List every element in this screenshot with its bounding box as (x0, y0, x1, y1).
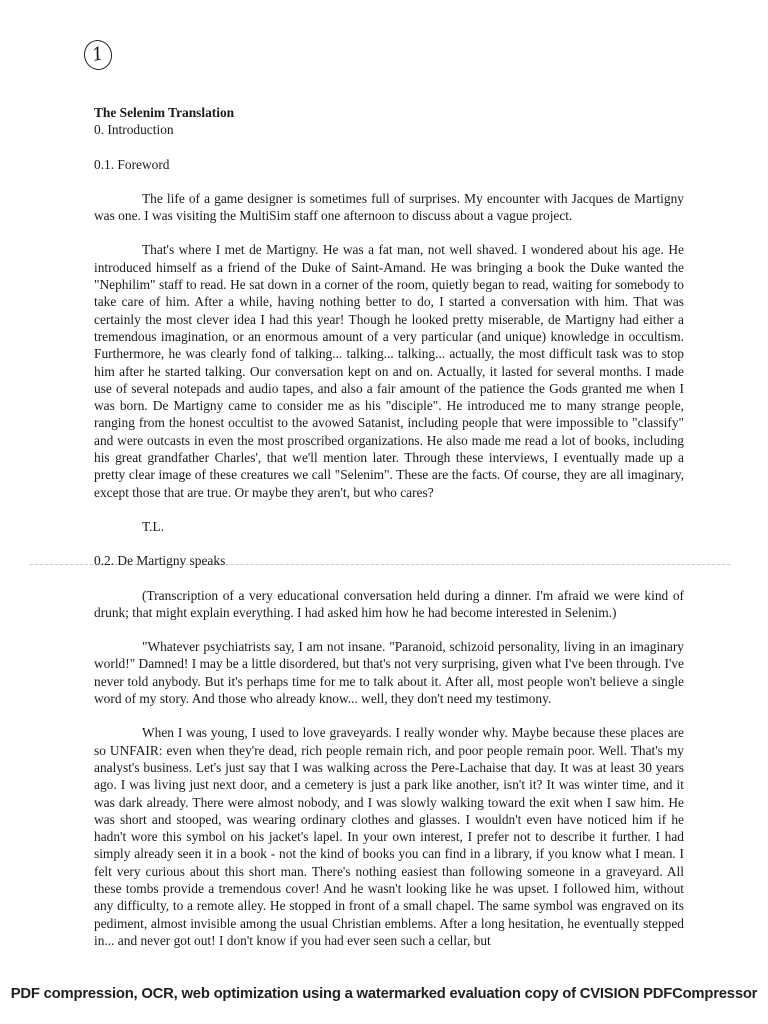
watermark-banner: PDF compression, OCR, web optimization using a watermarked evaluation copy of CVISION PDFCompressor (10, 986, 758, 1002)
section-heading-foreword: 0.1. Foreword (94, 156, 170, 172)
paragraph-3: (Transcription of a very educational conversation held during a dinner. I'm afraid we were kind of drunk; that might explain everything. I had asked him how he had become interested in Selenim.) (94, 587, 684, 620)
signature: T.L. (142, 518, 165, 534)
document-subtitle: 0. Introduction (94, 122, 174, 138)
paragraph-2: That's where I met de Martigny. He was a fat man, not well shaved. I wondered about his age. He introduced himself as a friend of the Duke of Saint-Amand. He was bringing a book the Duke wanted the "Nephilim" staff to read. He sat down in a corner of the room, quietly began to read, waiting for somebody to take care of him. After a while, having nothing better to do, I started a conversation with him. That was certainly the most clever idea I had this year! Though he looked pretty miserable, de Martigny had either a tremendous imagination, or an enormous amount of a very particular (and unique) knowledge in occultism. Furthermore, he was clearly fond of talking... talking... talking... actually, the most difficult task was to stop him after he started talking. Our conversation kept on and on. Actually, it lasted for several months. I made use of several notepads and audio tapes, and also a fair amount of the patience the Gods granted me when I was born. De Martigny came to consider me as his "disciple". He introduced me to many strange people, ranging from the honest occultist to the avowed Satanist, including people that were impossible to "classify" and were outcasts in even the most proscribed organizations. He also made me read a lot of books, including his great grandfather Charles', that we'll mention later. Through these interviews, I eventually made up a pretty clear image of these creatures we call "Selenim". These are the facts. Of course, they are all imaginary, except those that are true. Or maybe they aren't, but who cares? (94, 242, 684, 500)
paragraph-4: "Whatever psychiatrists say, I am not insane. "Paranoid, schizoid personality, living in an imaginary world!" Damned! I may be a little disordered, but that's not very surprising, given what I've been through. I've never told anybody. But it's perhaps time for me to talk about it. After all, most people won't believe a single word of my story. And those who already know... well, they don't need my testimony. (94, 639, 684, 707)
paragraph-1: The life of a game designer is sometimes full of surprises. My encounter with Jacques de Martigny was one. I was visiting the MultiSim staff one afternoon to discuss about a vague project. (94, 190, 684, 224)
section-heading-de-martigny-speaks: 0.2. De Martigny speaks (94, 553, 226, 569)
handwritten-page-number: 1 (81, 37, 115, 72)
document-body (94, 104, 684, 949)
document-title: The Selenim Translation (94, 105, 235, 120)
paragraph-5: When I was young, I used to love graveyards. I really wonder why. Maybe because these places are so UNFAIR: even when they're dead, rich people remain rich, and poor people remain poor. Well. That's my analyst's business. Let's just say that I was walking across the Pere-Lachaise that day. It was at least 30 years ago. I was living just next door, and a cemetery is just a park like another, isn't it? It was winter time, and it was dark already. There were almost nobody, and I was slowly walking toward the exit when I saw him. He was short and stooped, was wearing ordinary clothes and glasses. I wouldn't even have noticed him if he hadn't wore this symbol on his jacket's lapel. In your own interest, I prefer not to describe it further. I had simply already seen it in a book - not the kind of books you can find in a library, if you know what I mean. I felt very curious about this short man. There's nothing easiest than following someone in a graveyard. All these tombs provide a tremendous cover! And he wasn't looking like he was upset. I followed him, without any difficulty, to a remote alley. He stopped in front of a small chapel. The same symbol was engraved on its pediment, almost invisible among the usual Christian emblems. After a long hesitation, he eventually stepped in... and never got out! I don't know if you had ever seen such a cellar, but (94, 725, 684, 948)
